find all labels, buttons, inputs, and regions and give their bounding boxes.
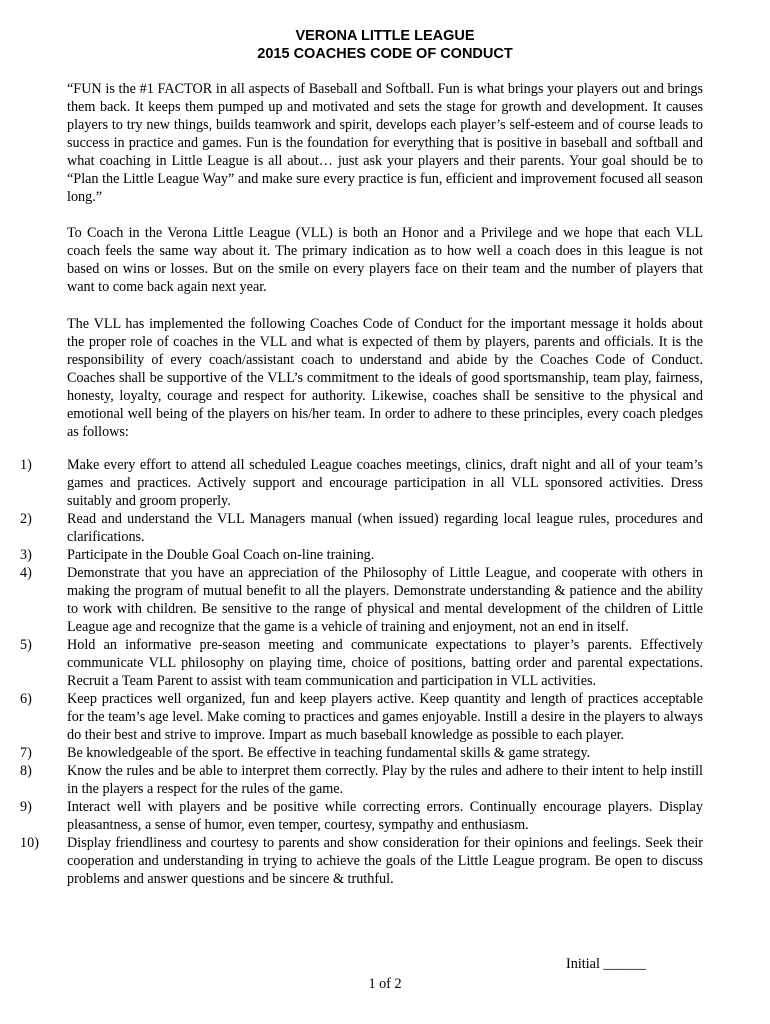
list-item-text: Be knowledgeable of the sport. Be effective in teaching fundamental skills & game strategy. (67, 745, 591, 761)
list-item (20, 564, 703, 636)
list-item-number: 4) (20, 565, 32, 581)
list-item (20, 456, 703, 510)
document-title: VERONA LITTLE LEAGUE (295, 28, 475, 44)
paragraph-honor-privilege: To Coach in the Verona Little League (VLL) is both an Honor and a Privilege and we hope that each VLL coach feels the same way about it. The primary indication as to how well a coach does in this league is not based on wins or losses. But on the smile on every players face on their team and the number of players that want to come back again next year. (67, 225, 703, 295)
list-item-number: 8) (20, 763, 32, 779)
list-item (20, 834, 703, 888)
list-item (20, 798, 703, 834)
pledge-list (20, 456, 703, 888)
list-item-number: 2) (20, 511, 32, 527)
list-item-text: Participate in the Double Goal Coach on-line training. (67, 547, 375, 563)
paragraph-code-intro: The VLL has implemented the following Coaches Code of Conduct for the important message it holds about the proper role of coaches in the VLL and what is expected of them by players, parents and officials. It is the responsibility of every coach/assistant coach to understand and abide by the Coaches Code of Conduct. Coaches shall be supportive of the VLL’s commitment to the ideals of good sportsmanship, team play, fairness, honesty, loyalty, courage and respect for authority. Likewise, coaches shall be sensitive to the physical and emotional well being of the players on his/her team. In order to adhere to these principles, every coach pledges as follows: (67, 316, 703, 440)
list-item-number: 1) (20, 457, 32, 473)
list-item-text: Demonstrate that you have an appreciation of the Philosophy of Little League, and cooperate with others in making the program of mutual benefit to all the players. Demonstrate understanding & patience and the ability to work with children. Be sensitive to the range of physical and mental development of the children of Little League age and recognize that the game is a vehicle of training and enjoyment, not an end in itself. (67, 565, 703, 635)
list-item-number: 10) (20, 835, 39, 851)
list-item-text: Interact well with players and be positive while correcting errors. Continually encourage players. Display pleasantness, a sense of humor, even temper, courtesy, sympathy and enthusiasm. (67, 799, 703, 833)
list-item (20, 636, 703, 690)
list-item-text: Display friendliness and courtesy to parents and show consideration for their opinions and feelings. Seek their cooperation and understanding in trying to achieve the goals of the Little League program. Be open to discuss problems and answer questions and be sincere & truthful. (67, 835, 703, 887)
list-item-text: Hold an informative pre-season meeting and communicate expectations to player’s parents. Effectively communicate VLL philosophy on playing time, choice of positions, batting order and parental expectations. Recruit a Team Parent to assist with team communication and participation in VLL activities. (67, 637, 703, 689)
list-item-number: 3) (20, 547, 32, 563)
list-item-number: 7) (20, 745, 32, 761)
paragraph-fun-factor: “FUN is the #1 FACTOR in all aspects of Baseball and Softball. Fun is what brings your players out and brings them back. It keeps them pumped up and motivated and sets the stage for growth and development. It causes players to try new things, builds teamwork and spirit, develops each player’s self-esteem and of course leads to success in practice and games. Fun is the foundation for everything that is positive in baseball and softball and what coaching in Little League is all about… just ask your players and their parents. Your goal should be to “Plan the Little League Way” and make sure every practice is fun, efficient and improvement focused all season long.” (67, 81, 703, 205)
list-item-text: Keep practices well organized, fun and keep players active. Keep quantity and length of practices acceptable for the team’s age level. Make coming to practices and games enjoyable. Instill a desire in the players to always do their best and strive to improve. Impart as much baseball knowledge as possible to each player. (67, 691, 703, 743)
list-item-number: 6) (20, 691, 32, 707)
initial-field: Initial ______ (566, 956, 646, 972)
list-item (20, 744, 703, 762)
list-item-text: Make every effort to attend all scheduled League coaches meetings, clinics, draft night and all of your team’s games and practices. Actively support and encourage participation in all VLL sponsored activities. Dress suitably and groom properly. (67, 457, 703, 509)
document-subtitle: 2015 COACHES CODE OF CONDUCT (257, 46, 513, 62)
list-item-number: 9) (20, 799, 32, 815)
list-item-text: Know the rules and be able to interpret them correctly. Play by the rules and adhere to their intent to help instill in the players a respect for the rules of the game. (67, 763, 703, 797)
page-number: 1 of 2 (368, 976, 402, 992)
list-item-number: 5) (20, 637, 32, 653)
list-item (20, 546, 703, 564)
list-item (20, 762, 703, 798)
list-item (20, 690, 703, 744)
list-item (20, 510, 703, 546)
list-item-text: Read and understand the VLL Managers manual (when issued) regarding local league rules, procedures and clarifications. (67, 511, 703, 545)
